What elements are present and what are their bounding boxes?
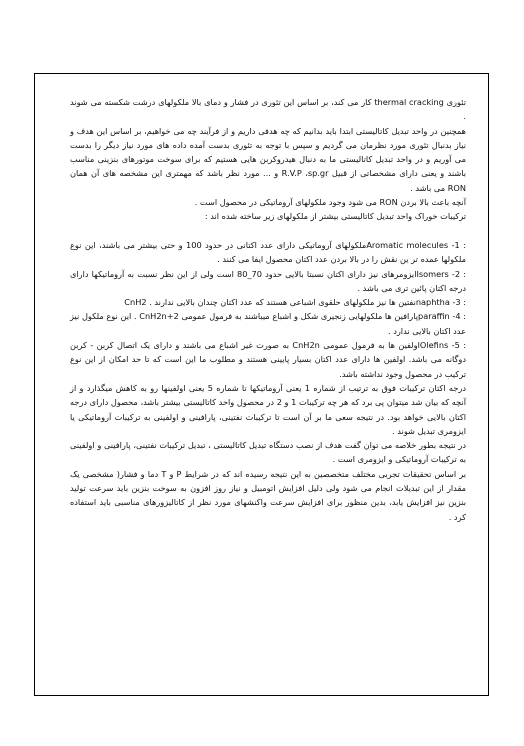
paragraph-research: بر اساس تحقیقات تجربی مختلف متخصصین به این نتیجه رسیده اند که در شرایط P و T دما و فشار( مشخصی یک مقدار از این تبدیلات انجام می شود ولی دلیل افزایش اتومبیل و نیاز روز افزون به سوخت بنزین باید سرعت تولید بنزین نیز افزایش یابد، بدین منظور برای افزایش سرعت واکنشهای مورد نظر از کاتالیزورهای مناسبی باید استفاده کرد . <box>70 468 466 522</box>
paragraph-ron: آنچه باعث بالا بردن RON می شود وجود ملکولهای آروماتیکی در محصول است . <box>194 197 466 208</box>
paragraph-summary: در نتیجه بطور خلاصه می توان گفت هدف از نصب دستگاه تبدیل کاتالیستی ، تبدیل ترکیبات نفتینی، پارافینی و اولفینی به ترکیبات آروماتیکی و ایزومری است . <box>70 440 466 465</box>
blank-line <box>70 224 466 238</box>
document-body <box>70 95 466 524</box>
item-aromatic: : Aromatic molecules -1ملکولهای آروماتیکی دارای عدد اکتانی در حدود 100 و حتی بیشتر می باشند، این نوع ملکولها عمده تر ین نقش را در بالا بردن عدد اکتان محصول ایفا می کنند . <box>70 239 466 265</box>
paragraph-thermal-cracking: تئوری thermal cracking کار می کند، بر اساس این تئوری در فشار و دمای بالا ملکولهای درشت شکسته می شوند . <box>70 97 466 122</box>
item-isomers: : Isomers -2ایزومرهای نیز دارای اکتان نسبتا بالایی حدود 70_80 است ولی از این نظر نسبت به آروماتیکها دارای درجه اکتان پائین تری می باشد . <box>70 268 466 293</box>
item-paraffin: : paraffin -4پارافین ها ملکولهایی زنجیری شکل و اشباع میباشند به فرمول عمومی CnH2n+2 . این نوع ملکول نیز عدد اکتان بالایی ندارد . <box>70 311 466 336</box>
item-olefins: : Olefins -5اولفین ها به فرمول عمومی CnH2n به صورت غیر اشباع می باشند و دارای یک اتصال کربن - کربن دوگانه می باشد. اولفین ها دارای عدد اکتان بسیار پایینی هستند و مطلوب ما این است که تا حد امکان از این نوع ترکیب در محصول وجود نداشته باشد. <box>70 340 466 379</box>
paragraph-feed-composition: ترکیبات خوراک واحد تبدیل کاتالیستی بیشتر از ملکولهای زیر ساخته شده اند : <box>204 211 466 222</box>
paragraph-catalytic-unit: همچنین در واحد تبدیل کاتالیستی ابتدا باید بدانیم که چه هدفی داریم و از فرآیند چه می خواهیم، بر اساس این هدف و نیاز بدنبال تئوری مورد نظرمان می گردیم و سپس با توجه به تئوری بدست آمده داده های مورد نیاز دیگر را بدست می آوریم و در واحد تبدیل کاتالیستی ما به دنبال هیدروکربن هایی هستیم که برای سوخت موتورهای بنزینی مناسب باشند و یعنی دارای مشخصاتی از قبیل R.V.P ،sp.gr و ... مورد نظر باشد که مهمتری این مشخصه های آن همان RON می باشد . <box>70 125 466 193</box>
paragraph-octane-order: درجه اکتان ترکیبات فوق به ترتیب از شماره 1 یعنی آروماتیکها تا شماره 5 یعنی اولفینها رو به کاهش میگذارد و از آنچه که بیان شد میتوان پی برد که هر چه ترکیبات 1 و 2 در محصول واحد کاتالیستی بیشتر باشد، محصول دارای درجه اکتان بالایی خواهد بود. در نتیجه سعی ما بر آن است تا ترکیبات نفتینی، پارافینی و اولفینی به ترکیبات آروماتیکی یا ایزومری تبدیل شوند . <box>70 382 466 436</box>
item-naphtha: : naphtha -3نفتین ها نیز ملکولهای حلقوی اشباعی هستند که عدد اکتان چندان بالایی ندارند . CnH2 <box>124 297 466 308</box>
